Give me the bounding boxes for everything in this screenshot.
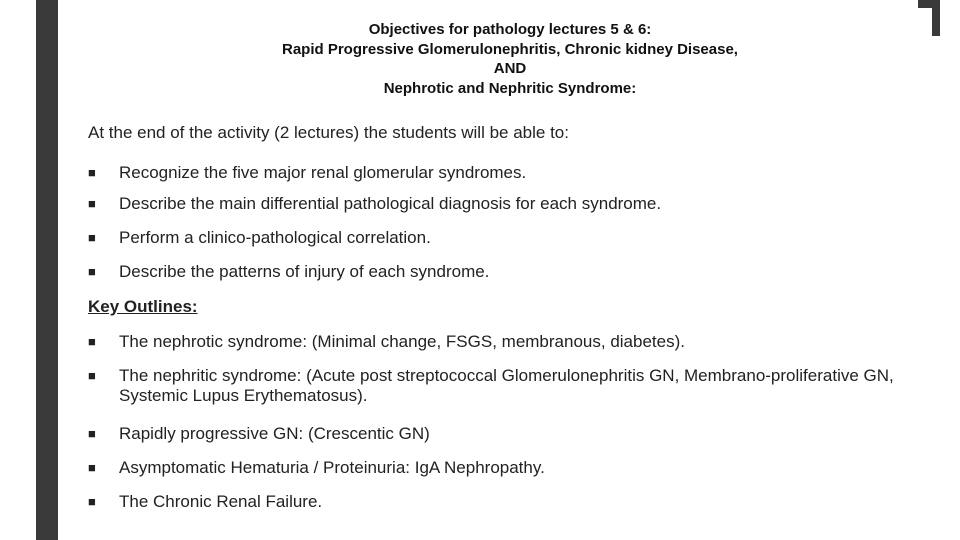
corner-bracket-decoration <box>918 0 940 42</box>
bullet-square-icon: ■ <box>88 426 96 441</box>
bullet-square-icon: ■ <box>88 264 96 279</box>
bullet-square-icon: ■ <box>88 196 96 211</box>
bullet-square-icon: ■ <box>88 165 96 180</box>
outline-text: The nephrotic syndrome: (Minimal change, FSGS, membranous, diabetes). <box>119 332 685 351</box>
objective-item-3 <box>88 228 908 248</box>
bullet-square-icon: ■ <box>88 230 96 245</box>
outline-item-5 <box>88 492 908 512</box>
outline-item-2 <box>88 366 908 406</box>
outline-text: The Chronic Renal Failure. <box>119 492 323 511</box>
objective-text: Recognize the five major renal glomerular syndromes. <box>119 163 527 182</box>
objective-item-4 <box>88 262 908 282</box>
title-line-4: Nephrotic and Nephritic Syndrome: <box>383 79 637 97</box>
bullet-square-icon: ■ <box>88 494 96 509</box>
title-line-3: AND <box>493 60 527 77</box>
bullet-square-icon: ■ <box>88 368 96 383</box>
key-outlines-heading: Key Outlines: <box>88 297 198 316</box>
objective-text: Describe the patterns of injury of each syndrome. <box>119 262 490 281</box>
outline-text: Asymptomatic Hematuria / Proteinuria: IgA Nephropathy. <box>119 458 545 477</box>
outline-text: Rapidly progressive GN: (Crescentic GN) <box>119 424 430 443</box>
title-line-1: Objectives for pathology lectures 5 & 6: <box>368 21 652 38</box>
title-line-2: Rapid Progressive Glomerulonephritis, Chronic kidney Disease, <box>282 40 738 58</box>
bullet-square-icon: ■ <box>88 334 96 349</box>
objective-text: Perform a clinico-pathological correlation. <box>119 228 431 247</box>
outline-item-3 <box>88 424 908 444</box>
outline-text: The nephritic syndrome: (Acute post streptococcal Glomerulonephritis GN, Membrano-proliferative GN, Systemic Lupus Erythematosus). <box>119 366 894 405</box>
objective-text: Describe the main differential pathological diagnosis for each syndrome. <box>119 194 662 213</box>
objective-item-2 <box>88 194 908 214</box>
intro-text: At the end of the activity (2 lectures) the students will be able to: <box>88 123 569 142</box>
left-accent-bar <box>36 0 58 540</box>
outline-item-1 <box>88 332 908 352</box>
slide-title <box>190 20 830 98</box>
outline-item-4 <box>88 458 908 478</box>
bullet-square-icon: ■ <box>88 460 96 475</box>
objective-item-1 <box>88 163 908 183</box>
